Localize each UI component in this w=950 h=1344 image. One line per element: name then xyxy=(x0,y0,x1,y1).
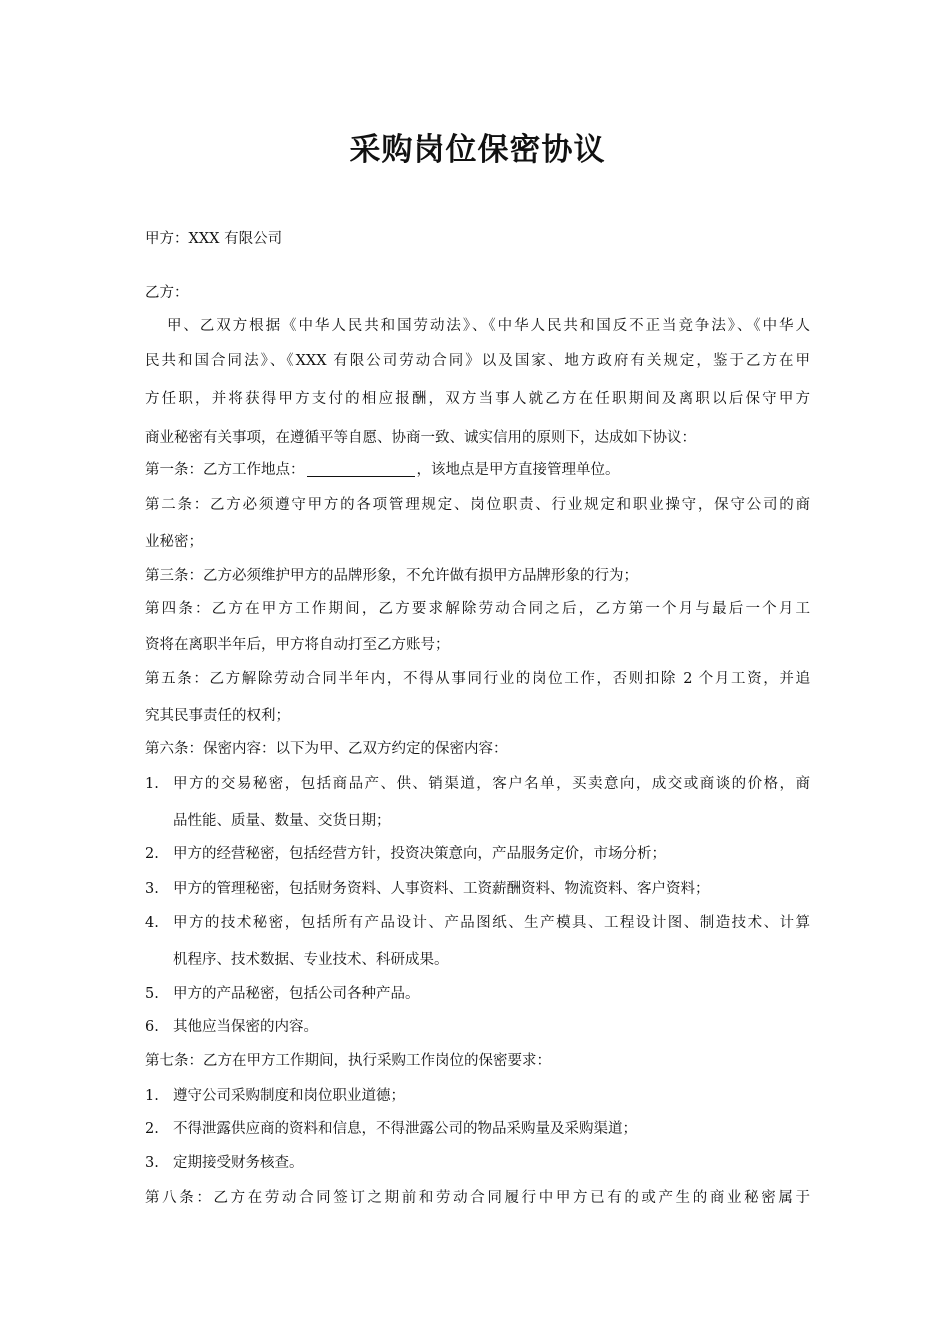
list-item: 定期接受财务核查。 xyxy=(173,1155,304,1171)
party-a: 甲方：XXX 有限公司 xyxy=(145,231,283,247)
article-1 xyxy=(145,459,620,481)
list-item: 甲方的产品秘密，包括公司各种产品。 xyxy=(173,986,420,1002)
list-item: 其他应当保密的内容。 xyxy=(173,1019,318,1035)
preamble-line: 甲、乙双方根据《中华人民共和国劳动法》、《中华人民共和国反不正当竞争法》、《中华人 xyxy=(167,318,810,334)
list-number: 1. xyxy=(145,1088,159,1104)
list-item: 甲方的管理秘密，包括财务资料、人事资料、工资薪酬资料、物流资料、客户资料； xyxy=(173,881,710,897)
article-7: 第七条：乙方在甲方工作期间，执行采购工作岗位的保密要求： xyxy=(145,1053,551,1069)
article-8: 第八条：乙方在劳动合同签订之期前和劳动合同履行中甲方已有的或产生的商业秘密属于 xyxy=(145,1190,810,1206)
list-item: 甲方的经营秘密，包括经营方针，投资决策意向，产品服务定价，市场分析； xyxy=(173,846,666,862)
party-b: 乙方： xyxy=(145,285,189,301)
list-item: 不得泄露供应商的资料和信息，不得泄露公司的物品采购量及采购渠道； xyxy=(173,1121,637,1137)
preamble-line: 方任职，并将获得甲方支付的相应报酬，双方当事人就乙方在任职期间及离职以后保守甲方 xyxy=(145,391,810,407)
preamble-line: 商业秘密有关事项，在遵循平等自愿、协商一致、诚实信用的原则下，达成如下协议： xyxy=(145,430,696,446)
list-number: 1. xyxy=(145,776,159,792)
article-3: 第三条：乙方必须维护甲方的品牌形象，不允许做有损甲方品牌形象的行为； xyxy=(145,568,638,584)
preamble-line: 民共和国合同法》、《XXX 有限公司劳动合同》以及国家、地方政府有关规定，鉴于乙方在甲 xyxy=(145,353,810,369)
article-5: 第五条：乙方解除劳动合同半年内，不得从事同行业的岗位工作，否则扣除 2 个月工资，并追 xyxy=(145,671,810,687)
article-2: 第二条：乙方必须遵守甲方的各项管理规定、岗位职责、行业规定和职业操守，保守公司的商 xyxy=(145,497,810,513)
list-item-cont: 机程序、技术数据、专业技术、科研成果。 xyxy=(173,952,449,968)
article-6: 第六条：保密内容：以下为甲、乙双方约定的保密内容： xyxy=(145,741,508,757)
list-number: 2. xyxy=(145,846,159,862)
article-2-cont: 业秘密； xyxy=(145,534,203,550)
list-item-cont: 品性能、质量、数量、交货日期； xyxy=(173,813,391,829)
list-number: 4. xyxy=(145,915,159,931)
list-number: 3. xyxy=(145,881,159,897)
list-number: 2. xyxy=(145,1121,159,1137)
work-location-blank[interactable] xyxy=(307,460,415,477)
list-item: 甲方的交易秘密，包括商品产、供、销渠道，客户名单，买卖意向，成交或商谈的价格，商 xyxy=(173,776,810,792)
article-1-text-end: ，该地点是甲方直接管理单位。 xyxy=(416,462,620,478)
article-1-text: 第一条：乙方工作地点： xyxy=(145,462,305,478)
list-item: 遵守公司采购制度和岗位职业道德； xyxy=(173,1088,405,1104)
article-4-cont: 资将在离职半年后，甲方将自动打至乙方账号； xyxy=(145,637,450,653)
article-5-cont: 究其民事责任的权利； xyxy=(145,708,290,724)
list-number: 5. xyxy=(145,986,159,1002)
list-number: 3. xyxy=(145,1155,159,1171)
document-title: 采购岗位保密协议 xyxy=(349,132,606,168)
list-item: 甲方的技术秘密，包括所有产品设计、产品图纸、生产模具、工程设计图、制造技术、计算 xyxy=(173,915,810,931)
article-4: 第四条：乙方在甲方工作期间，乙方要求解除劳动合同之后，乙方第一个月与最后一个月工 xyxy=(145,601,810,617)
list-number: 6. xyxy=(145,1019,159,1035)
